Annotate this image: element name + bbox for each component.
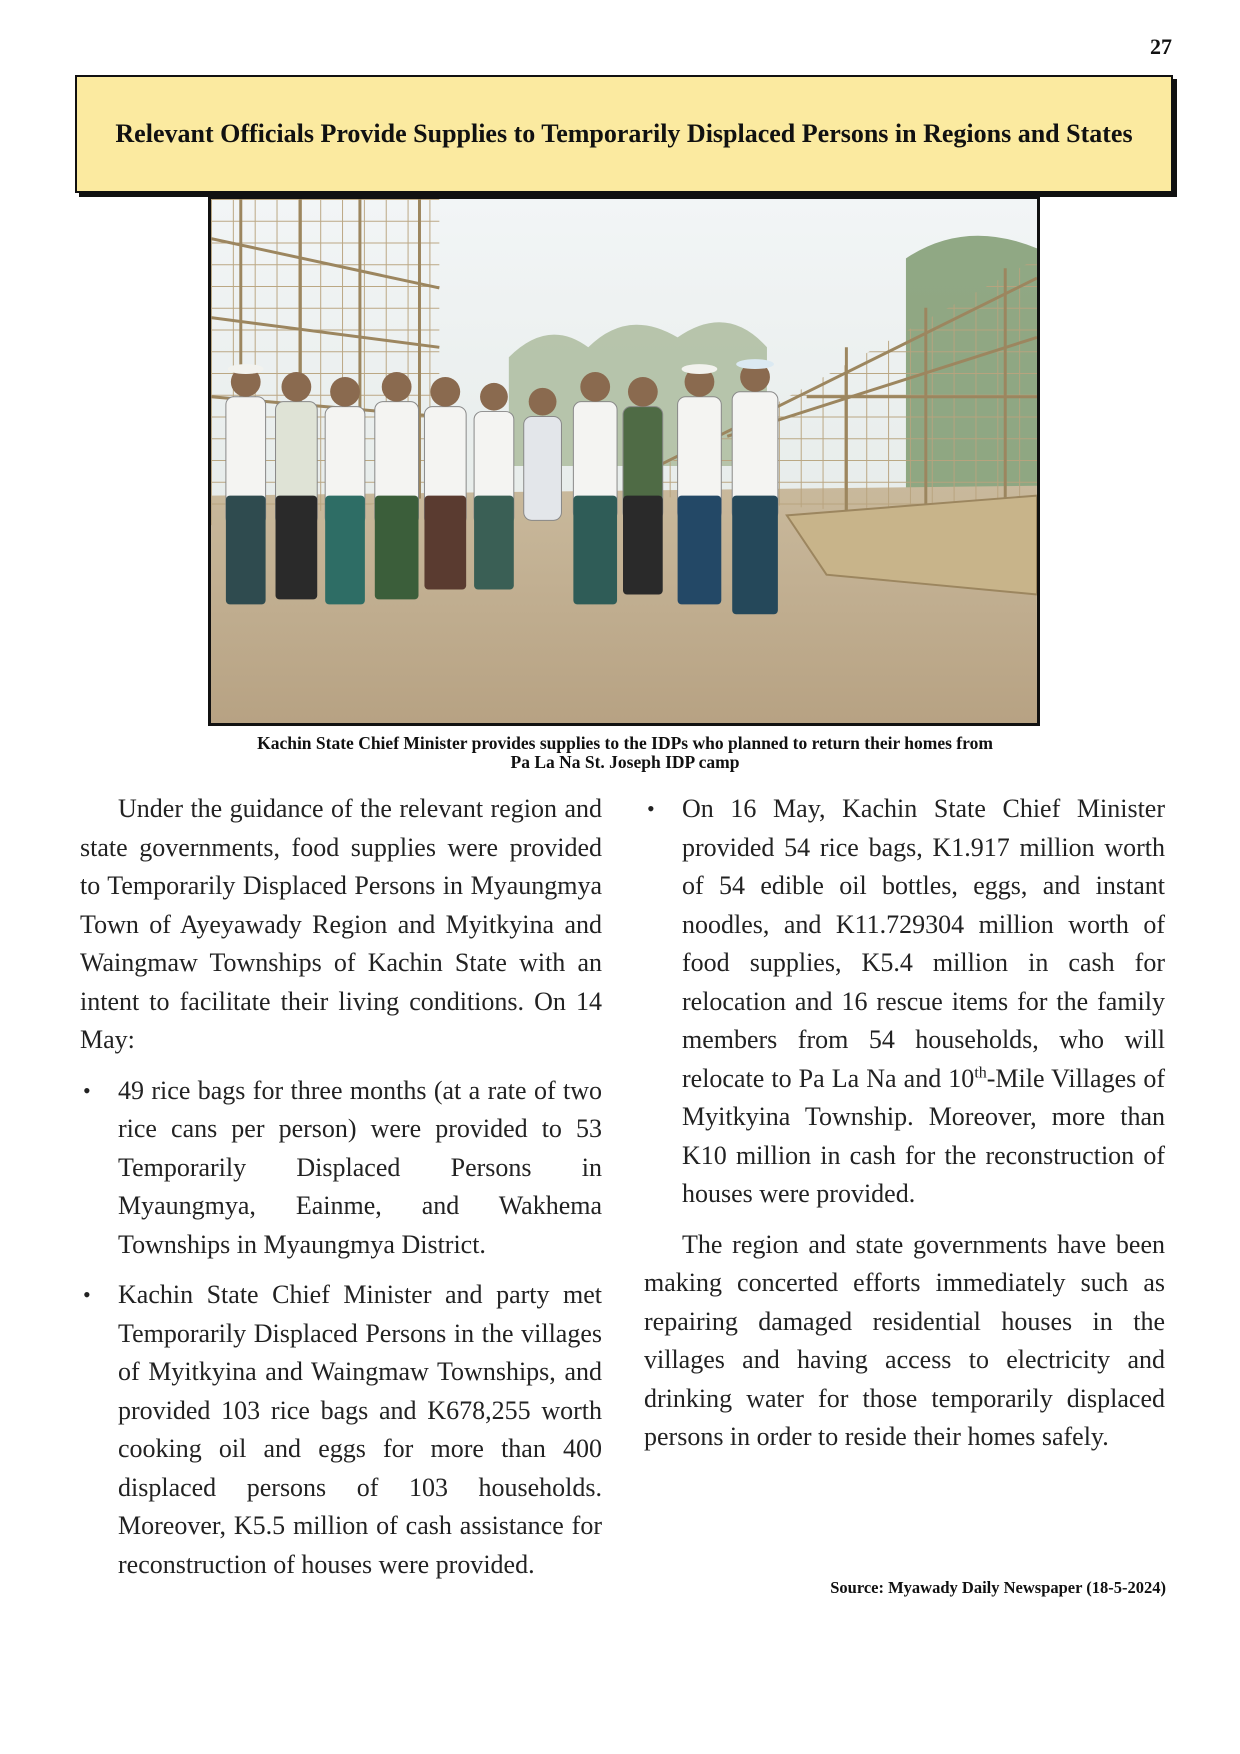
caption-line-2: Pa La Na St. Joseph IDP camp [510,752,740,773]
bullet-item [80,1276,602,1584]
news-photo [208,196,1040,726]
closing-paragraph: The region and state governments have been making concerted efforts immediately such as repairing damaged residential houses in the villages and having access to electricity and drinking water for those temporarily displaced persons in order to reside their homes safely. [644,1229,1165,1451]
photo-caption [120,734,1130,773]
bullet-text-part-2: -Mile Villages of Myitkyina Township. Moreover, more than K10 million in cash for the reconstruction of houses were provided. [682,1063,1165,1208]
bullet-item [644,790,1165,1214]
bullet-text: Kachin State Chief Minister and party met Temporarily Displaced Persons in the villages of Myitkyina and Waingmaw Townships, and provided 103 rice bags and K678,255 worth cooking oil and eggs for more than 400 displaced persons of 103 households. Moreover, K5.5 million of cash assistance for reconstruction of houses were provided. [118,1280,602,1579]
left-column [80,790,602,1584]
bullet-marker: • [83,1282,91,1307]
intro-paragraph: Under the guidance of the relevant region and state governments, food supplies were provided to Temporarily Displaced Persons in Myaungmya Town of Ayeyawady Region and Myitkyina and Waingmaw Townships of Kachin State with an intent to facilitate their living conditions. On 14 May: [80,794,602,1054]
caption-line-1: Kachin State Chief Minister provides supplies to the IDPs who planned to return their homes from [257,733,993,753]
bullet-text: 49 rice bags for three months (at a rate of two rice cans per person) were provided to 53 Temporarily Displaced Persons in Myaungmya, Eainme, and Wakhema Townships in Myaungmya District. [118,1075,602,1259]
photo-illustration [211,199,1037,723]
bullet-marker: • [647,796,655,821]
ordinal-superscript: th [974,1063,987,1081]
bullet-marker: • [83,1077,91,1103]
right-column [644,790,1165,1457]
page-number: 27 [1150,34,1172,59]
source-credit: Source: Myawady Daily Newspaper (18-5-2024) [830,1578,1166,1597]
article-title: Relevant Officials Provide Supplies to Temporarily Displaced Persons in Regions and States [75,75,1173,193]
bullet-text-part-1: On 16 May, Kachin State Chief Minister provided 54 rice bags, K1.917 million worth of 54 edible oil bottles, eggs, and instant noodles, and K11.729304 million worth of food supplies, K5.4 million in cash for relocation and 16 rescue items for the family members from 54 households, who will relocate to Pa La Na and 10 [682,794,1165,1093]
bullet-item [80,1072,602,1265]
